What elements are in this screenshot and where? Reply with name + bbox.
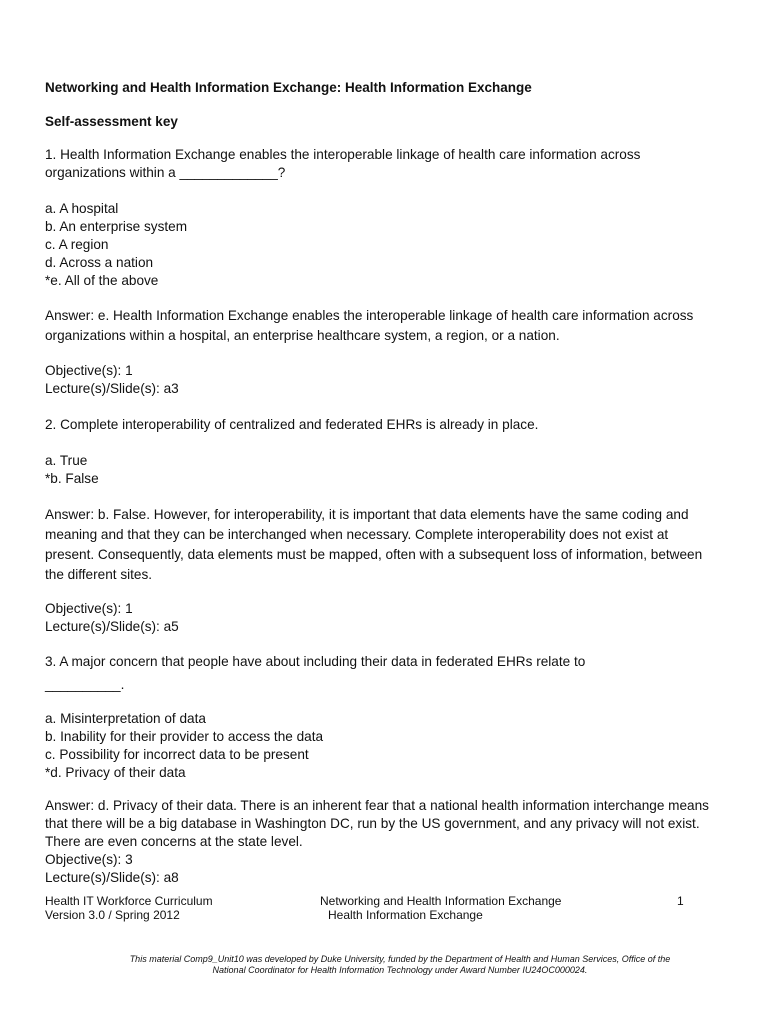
document-title: Networking and Health Information Exchange: Health Information Exchange [45,80,532,95]
question-1-option-a: a. A hospital [45,201,119,216]
footer-page-number: 1 [677,894,684,908]
question-3-option-d: *d. Privacy of their data [45,765,186,780]
footer-credit-line-1: This material Comp9_Unit10 was developed by Duke University, funded by the Department of Health and Human Services, Office of the [129,954,671,964]
question-1-answer: Answer: e. Health Information Exchange enables the interoperable linkage of health care information across organizations within a hospital, an enterprise healthcare system, a region, or a nation. [45,308,694,343]
question-2-stem: 2. Complete interoperability of centralized and federated EHRs is already in place. [45,417,539,432]
question-1-option-c: c. A region [45,237,109,252]
question-2-objective: Objective(s): 1 [45,601,133,616]
footer-unit-title: Health Information Exchange [328,908,483,922]
question-2-answer: Answer: b. False. However, for interoperability, it is important that data elements have the same coding and meaning and that they can be interchanged when necessary. Complete interoperability does not exist at present. Consequently, data elements must be mapped, often with a subsequent loss of information, between the different sites. [45,507,703,582]
footer-credit-line-2: National Coordinator for Health Information Technology under Award Number IU24OC000024. [212,965,588,975]
question-1-objective: Objective(s): 1 [45,363,133,378]
question-1-lecture: Lecture(s)/Slide(s): a3 [45,381,179,396]
question-1-stem-line-1: 1. Health Information Exchange enables the interoperable linkage of health care information across [45,147,641,162]
footer-curriculum: Health IT Workforce Curriculum [45,894,213,908]
document-subtitle: Self-assessment key [45,114,178,129]
question-1-option-d: d. Across a nation [45,255,154,270]
footer-version: Version 3.0 / Spring 2012 [45,908,180,922]
question-3-stem-line-2: __________. [45,677,125,692]
question-3-option-b: b. Inability for their provider to access the data [45,729,324,744]
question-2-option-a: a. True [45,453,88,468]
question-3-stem-line-1: 3. A major concern that people have about including their data in federated EHRs relate to [45,654,586,669]
question-2-option-b: *b. False [45,471,99,486]
question-1-option-b: b. An enterprise system [45,219,188,234]
question-3-lecture: Lecture(s)/Slide(s): a8 [45,870,179,885]
question-3-objective: Objective(s): 3 [45,852,133,867]
question-3-option-c: c. Possibility for incorrect data to be present [45,747,309,762]
footer-course-title: Networking and Health Information Exchange [320,894,562,908]
question-3-answer: Answer: d. Privacy of their data. There is an inherent fear that a national health information interchange means that there will be a big database in Washington DC, run by the US government, and any privacy will not exist. There are even concerns at the state level. [45,798,709,849]
question-1-option-e: *e. All of the above [45,273,159,288]
footer-credit [60,954,740,976]
question-3-option-a: a. Misinterpretation of data [45,711,206,726]
question-1-stem-line-2: organizations within a _____________? [45,165,286,180]
question-2-lecture: Lecture(s)/Slide(s): a5 [45,619,179,634]
